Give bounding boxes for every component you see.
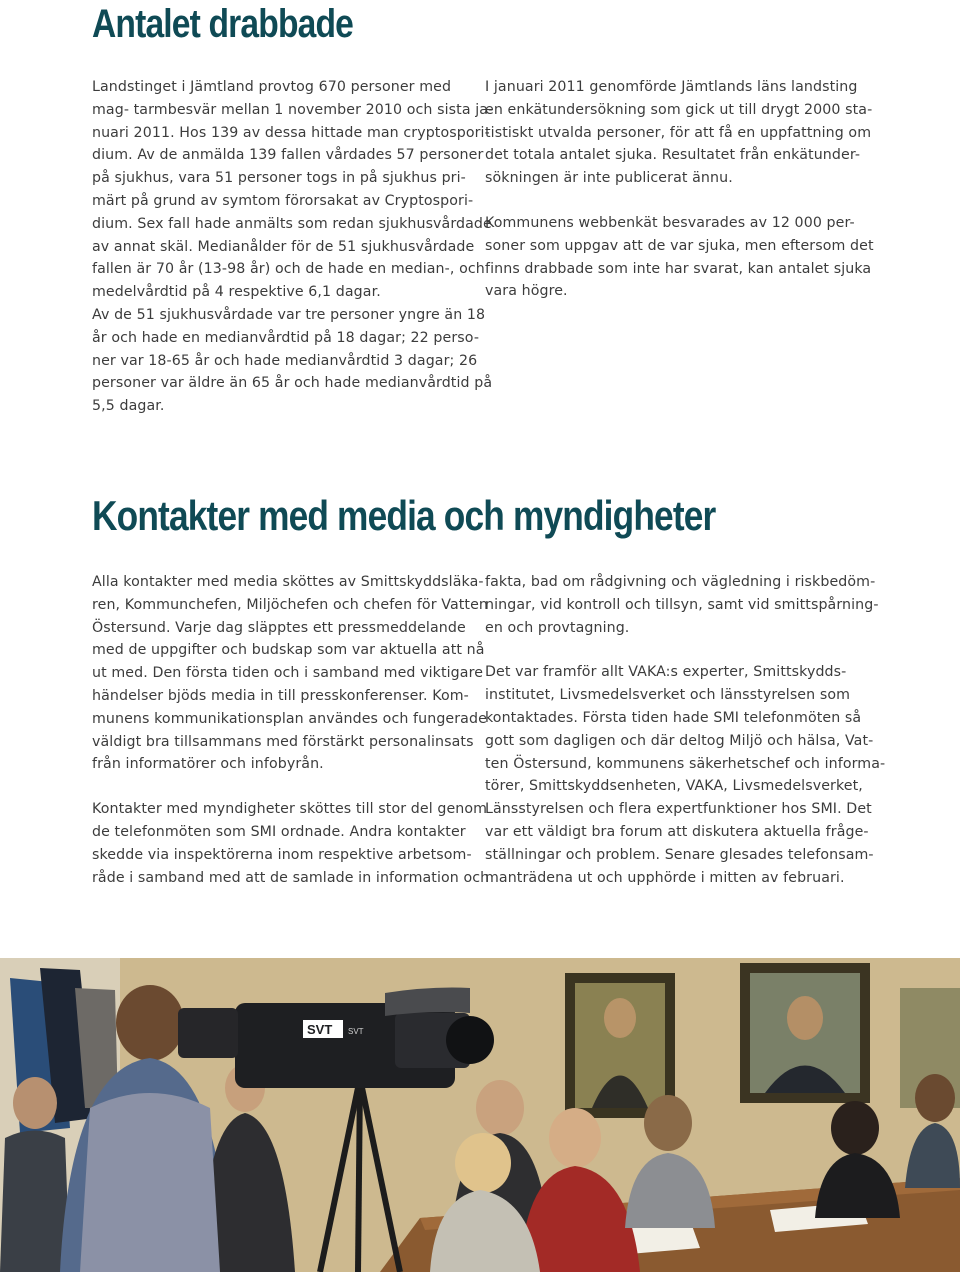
text-line: ställningar och problem. Senare glesades telefonsam- [485, 846, 874, 863]
fakta-paragraph [485, 571, 879, 639]
text-line: en och provtagning. [485, 619, 630, 636]
text-line: ningar, vid kontroll och tillsyn, samt vid smittspårning- [485, 596, 879, 613]
svt-logo: SVT [307, 1022, 333, 1037]
text-line: mag- tarmbesvär mellan 1 november 2010 och sista ja- [92, 101, 494, 118]
text-line: fakta, bad om rådgivning och vägledning i riskbedöm- [485, 574, 876, 590]
press-conference-illustration [0, 958, 960, 1272]
text-line: tistiskt utvalda personer, för att få en uppfattning om [485, 124, 872, 141]
person-grey-sweater [80, 1093, 220, 1272]
text-line: Alla kontakter med media sköttes av Smittskyddsläka- [92, 574, 484, 590]
camera-sublabel: SVT [348, 1027, 364, 1036]
text-line: munens kommunikationsplan användes och fungerade [92, 710, 487, 727]
text-line: personer var äldre än 65 år och hade medianvårdtid på [92, 375, 493, 392]
text-line: det totala antalet sjuka. Resultatet från enkätunder- [485, 147, 861, 164]
section-title-kontakter: Kontakter med media och myndigheter [92, 492, 716, 539]
vaka-paragraph [485, 661, 886, 889]
text-line: nuari 2011. Hos 139 av dessa hittade man cryptospori- [92, 124, 490, 141]
antalet-left-paragraph [92, 76, 494, 418]
myndigheter-paragraph [92, 798, 490, 889]
text-line: Det var framför allt VAKA:s experter, Smittskydds- [485, 664, 847, 681]
cameraman-head [116, 985, 184, 1061]
person-head [13, 1077, 57, 1129]
text-line: soner som uppgav att de var sjuka, men eftersom det [485, 237, 874, 254]
portrait-face [787, 996, 823, 1040]
text-line: ten Östersund, kommunens säkerhetschef och informa- [485, 755, 886, 772]
person-hair [831, 1101, 879, 1155]
text-line: finns drabbade som inte har svarat, kan antalet sjuka [485, 260, 872, 277]
text-line: av annat skäl. Medianålder för de 51 sjukhusvårdade [92, 238, 475, 255]
antalet-right-column [485, 76, 874, 303]
text-line: händelser bjöds media in till presskonferenser. Kom- [92, 687, 469, 704]
text-line: institutet, Livsmedelsverket och länsstyrelsen som [485, 687, 851, 704]
text-line: dium. Sex fall hade anmälts som redan sjukhusvårdade [92, 215, 492, 232]
text-line: märt på grund av symtom förorsakat av Cryptospori- [92, 192, 474, 209]
person-head [476, 1080, 524, 1136]
text-line: väldigt bra tillsammans med förstärkt personalinsats [92, 733, 474, 750]
text-line: I januari 2011 genomförde Jämtlands läns landsting [485, 79, 858, 95]
text-line: kontaktades. Första tiden hade SMI telefonmöten så [485, 709, 862, 726]
tripod-leg [358, 1078, 360, 1272]
person-head [915, 1074, 955, 1122]
text-line: med de uppgifter och budskap som var aktuella att nå [92, 642, 485, 659]
person-blonde-hair [455, 1133, 511, 1193]
text-line: medelvårdtid på 4 respektive 6,1 dagar. [92, 284, 381, 301]
antalet-left-column [92, 76, 494, 418]
text-line: 5,5 dagar. [92, 398, 165, 415]
text-line: vara högre. [485, 283, 568, 300]
text-line: var ett väldigt bra forum att diskutera aktuella fråge- [485, 823, 869, 840]
text-line: Länsstyrelsen och flera expertfunktioner hos SMI. Det [485, 801, 872, 818]
text-line: Kontakter med myndigheter sköttes till stor del genom [92, 801, 488, 818]
text-line: Östersund. Varje dag släpptes ett pressmeddelande [92, 619, 466, 636]
person-body [0, 1131, 70, 1272]
press-conference-photo [0, 958, 960, 1272]
text-line: skedde via inspektörerna inom respektive arbetsom- [92, 846, 472, 863]
portrait-face [604, 998, 636, 1038]
kontakter-left-column [92, 571, 490, 889]
text-line: manträdena ut och upphörde i mitten av februari. [485, 869, 845, 886]
text-line: törer, Smittskyddsenheten, VAKA, Livsmedelsverket, [485, 778, 863, 795]
section-title-antalet-drabbade: Antalet drabbade [92, 2, 354, 46]
kontakter-right-column [485, 571, 886, 889]
text-line: ner var 18-65 år och hade medianvårdtid 3 dagar; 26 [92, 352, 478, 369]
text-line: på sjukhus, vara 51 personer togs in på sjukhus pri- [92, 170, 466, 187]
text-line: från informatörer och infobyrån. [92, 756, 324, 773]
text-line: sökningen är inte publicerat ännu. [485, 170, 733, 187]
webbenkat-paragraph [485, 212, 874, 303]
text-line: år och hade en medianvårdtid på 18 dagar; 22 perso- [92, 329, 480, 346]
microphone-windscreen [385, 988, 470, 1016]
text-line: Landstinget i Jämtland provtog 670 personer med [92, 79, 452, 95]
text-line: dium. Av de anmälda 139 fallen vårdades 57 personer [92, 147, 484, 164]
media-paragraph [92, 571, 488, 776]
text-line: gott som dagligen och där deltog Miljö och hälsa, Vat- [485, 732, 874, 749]
text-line: ren, Kommunchefen, Miljöchefen och chefen för Vatten [92, 596, 488, 613]
text-line: ut med. Den första tiden och i samband med viktigare [92, 665, 484, 682]
camera-viewfinder [178, 1008, 238, 1058]
text-line: en enkätundersökning som gick ut till drygt 2000 sta- [485, 101, 873, 118]
person-head [549, 1108, 601, 1168]
text-line: råde i samband med att de samlade in information och [92, 869, 490, 886]
text-line: de telefonmöten som SMI ordnade. Andra kontakter [92, 823, 466, 840]
text-line: fallen är 70 år (13-98 år) och de hade en median-, och [92, 261, 485, 278]
enkat-paragraph [485, 76, 873, 190]
tv-camera-lens-front [446, 1016, 494, 1064]
text-line: Av de 51 sjukhusvårdade var tre personer yngre än 18 [92, 306, 486, 323]
text-line: Kommunens webbenkät besvarades av 12 000 per- [485, 214, 855, 231]
person-head [644, 1095, 692, 1151]
